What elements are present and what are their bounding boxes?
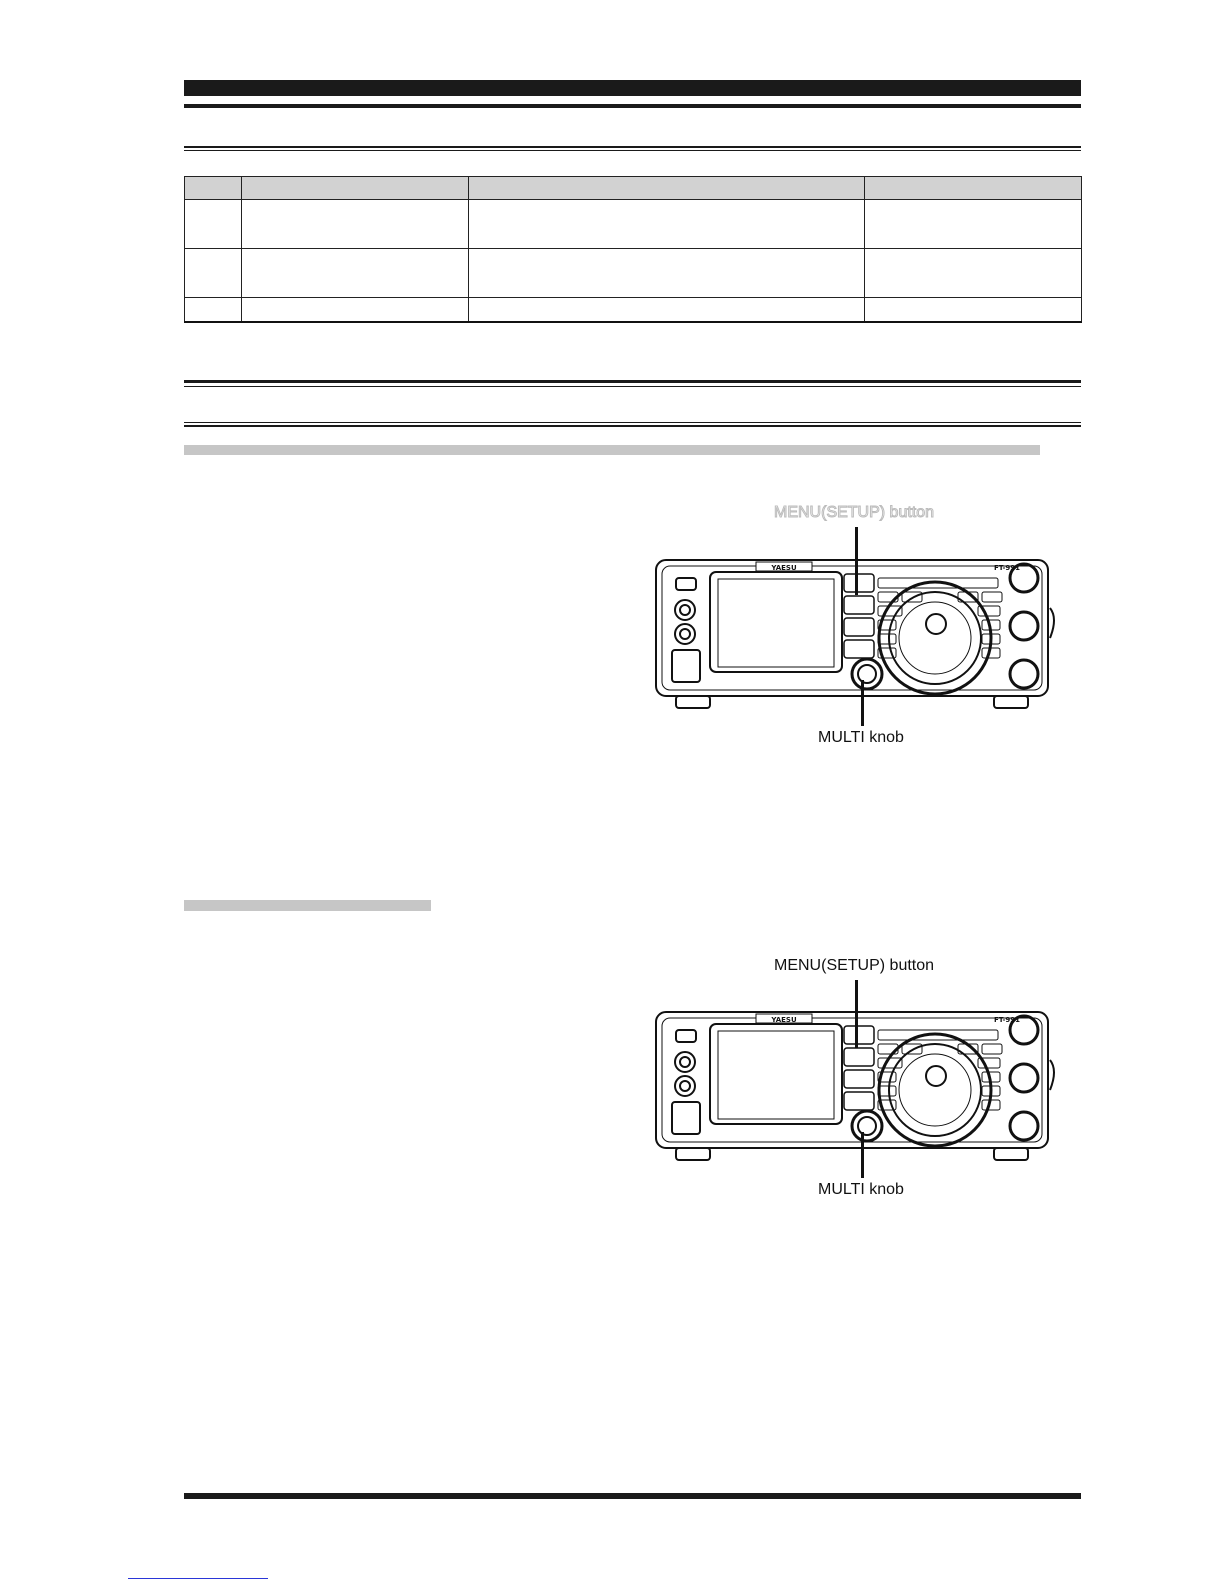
page-header-rule [184, 104, 1081, 108]
page-footer-rule [184, 1493, 1081, 1499]
table-row [185, 249, 1082, 298]
subsection-heading-bar [184, 445, 1040, 455]
multi-knob-leader-line [861, 1132, 864, 1178]
table-header-cell [185, 177, 242, 200]
model-name-text: FT-991 [993, 1016, 1020, 1024]
table-cell [865, 200, 1082, 249]
brand-logo-text: YAESU [771, 564, 797, 572]
section-rule-bottom-thick [184, 425, 1081, 427]
section-rule-top-thin [184, 386, 1081, 387]
section-double-rule-thin [184, 150, 1081, 151]
transceiver-front-panel-illustration [640, 1000, 1060, 1165]
multi-knob-leader-line [861, 680, 864, 726]
multi-knob-label: MULTI knob [818, 729, 904, 746]
table-row [185, 298, 1082, 323]
table-cell [242, 298, 469, 323]
section-rule-top [184, 380, 1081, 383]
multi-knob-label: MULTI knob [818, 1181, 904, 1198]
table-cell [469, 298, 865, 323]
table-cell [185, 249, 242, 298]
footer-link-underline[interactable] [128, 1578, 268, 1579]
table-cell [865, 298, 1082, 323]
menu-setup-button-label: MENU(SETUP) button [774, 504, 935, 521]
transceiver-front-panel-illustration [640, 548, 1060, 713]
page-header-bar [184, 80, 1081, 96]
table-header-cell [242, 177, 469, 200]
table-cell [469, 200, 865, 249]
menu-setup-button-label: MENU(SETUP) button [774, 957, 935, 974]
brand-logo-text: YAESU [771, 1016, 797, 1024]
table-cell [242, 200, 469, 249]
table-header-cell [469, 177, 865, 200]
table-header-cell [865, 177, 1082, 200]
table-row [185, 200, 1082, 249]
table-cell [185, 200, 242, 249]
model-name-text: FT-991 [993, 564, 1020, 572]
table-cell [185, 298, 242, 323]
subsection-heading-bar-short [184, 900, 431, 911]
table-cell [865, 249, 1082, 298]
section-double-rule [184, 146, 1081, 148]
table-cell [242, 249, 469, 298]
table-cell [469, 249, 865, 298]
specification-table [184, 176, 1082, 323]
section-rule-bottom [184, 422, 1081, 423]
table-header-row [185, 177, 1082, 200]
